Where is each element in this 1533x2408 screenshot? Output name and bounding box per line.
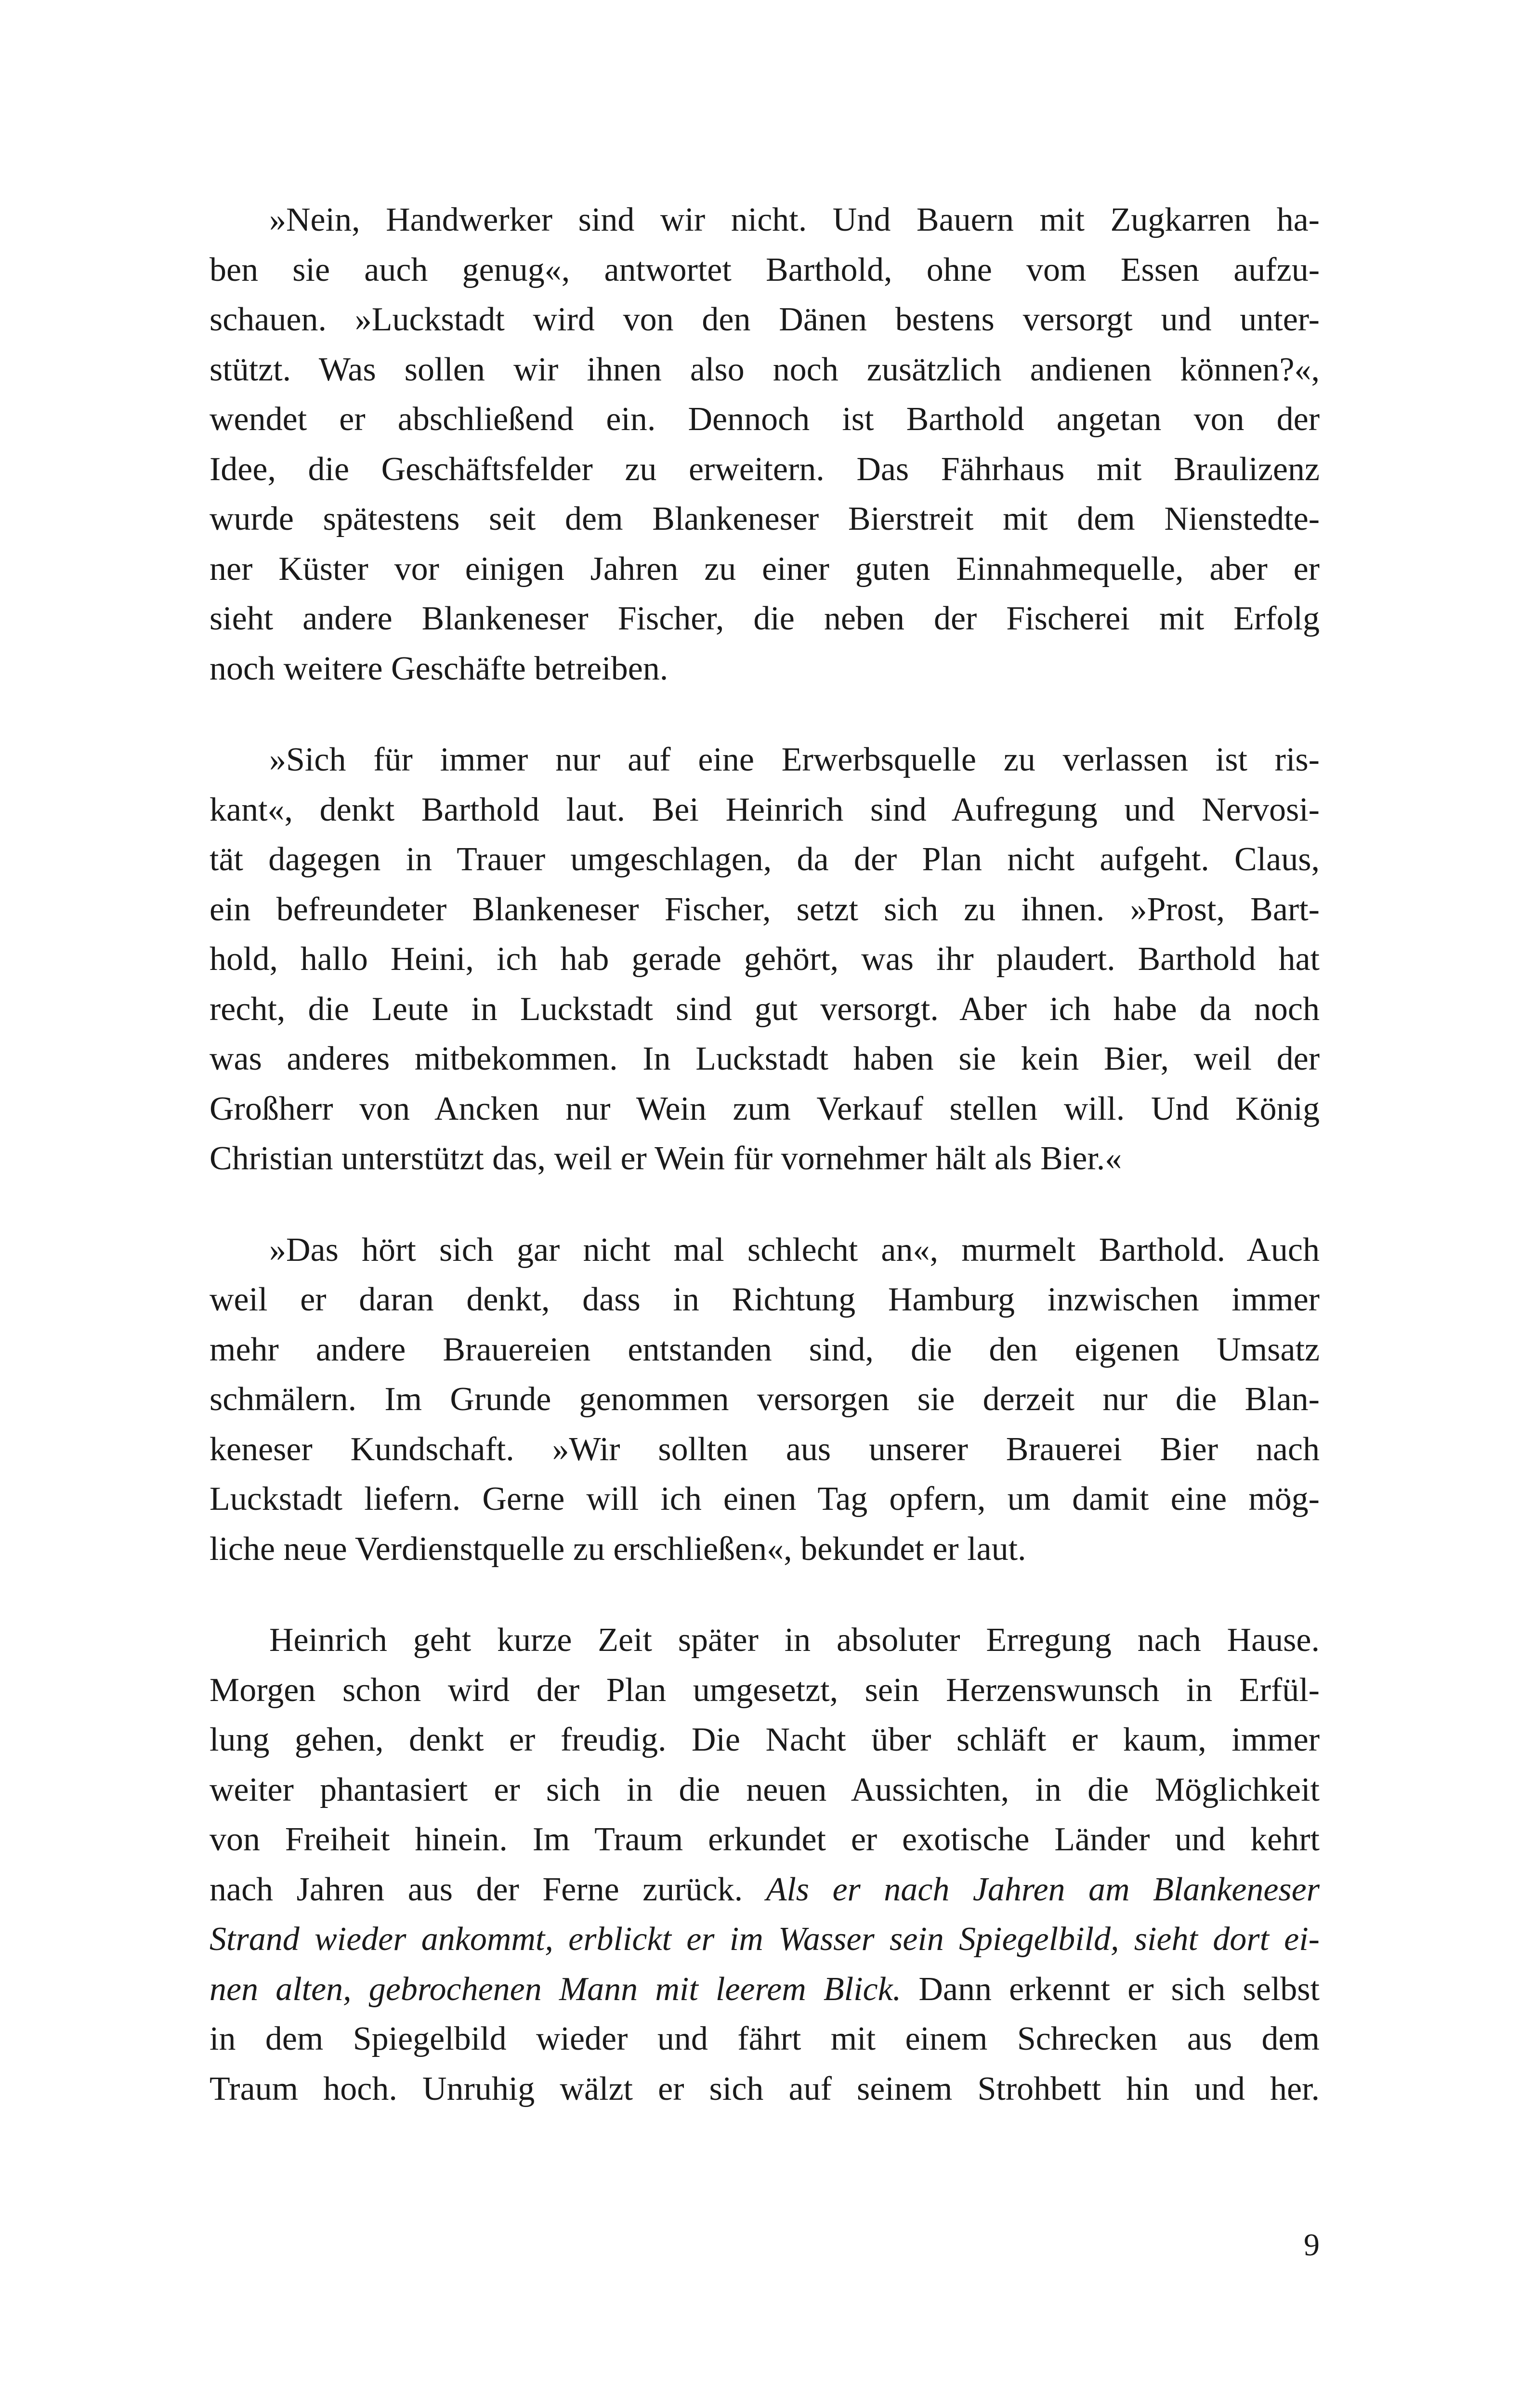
text-line <box>210 1425 1320 1475</box>
text-line <box>210 735 1320 785</box>
text-line <box>210 1964 1320 2015</box>
text-segment: mehr andere Brauereien entstanden sind, die den eigenen Umsatz <box>210 1331 1320 1368</box>
text-line <box>210 544 1320 594</box>
text-line <box>210 1615 1320 1665</box>
text-segment: Traum hoch. Unruhig wälzt er sich auf seinem Strohbett hin und her. <box>210 2070 1320 2107</box>
text-segment: ben sie auch genug«, antwortet Barthold, ohne vom Essen aufzu- <box>210 251 1320 288</box>
text-segment: »Nein, Handwerker sind wir nicht. Und Bauern mit Zugkarren ha- <box>269 201 1320 238</box>
text-line <box>210 2064 1320 2114</box>
page-number: 9 <box>1304 2227 1320 2263</box>
text-line <box>210 835 1320 885</box>
text-segment: wendet er abschließend ein. Dennoch ist Barthold angetan von der <box>210 401 1320 438</box>
text-line <box>210 885 1320 935</box>
text-segment: wurde spätestens seit dem Blankeneser Bierstreit mit dem Nienstedte- <box>210 500 1320 537</box>
paragraph <box>210 735 1320 1184</box>
text-line <box>210 1665 1320 1715</box>
text-line <box>210 394 1320 445</box>
text-line <box>210 644 1320 694</box>
text-line <box>210 1374 1320 1425</box>
text-segment: schauen. »Luckstadt wird von den Dänen bestens versorgt und unter- <box>210 301 1320 338</box>
text-segment: weil er daran denkt, dass in Richtung Hamburg inzwischen immer <box>210 1281 1320 1318</box>
text-segment: noch weitere Geschäfte betreiben. <box>210 650 668 687</box>
paragraph <box>210 1225 1320 1574</box>
text-segment: kant«, denkt Barthold laut. Bei Heinrich sind Aufregung und Nervosi- <box>210 791 1320 828</box>
text-line <box>210 594 1320 644</box>
text-line <box>210 2014 1320 2064</box>
italic-text-segment: Als er nach Jahren am Blankeneser <box>766 1871 1320 1908</box>
text-line <box>210 1275 1320 1325</box>
text-segment: keneser Kundschaft. »Wir sollten aus unserer Brauerei Bier nach <box>210 1430 1320 1468</box>
text-line <box>210 345 1320 395</box>
text-segment: Christian unterstützt das, weil er Wein für vornehmer hält als Bier.« <box>210 1140 1122 1177</box>
text-line <box>210 1815 1320 1865</box>
text-line <box>210 1474 1320 1524</box>
text-segment: liche neue Verdienstquelle zu erschließen«, bekundet er laut. <box>210 1530 1026 1568</box>
text-segment: was anderes mitbekommen. In Luckstadt haben sie kein Bier, weil der <box>210 1040 1320 1077</box>
text-segment: Heinrich geht kurze Zeit später in absoluter Erregung nach Hause. <box>269 1622 1320 1659</box>
italic-text-segment: nen alten, gebrochenen Mann mit leerem Blick. <box>210 1970 902 2008</box>
text-segment: Idee, die Geschäftsfelder zu erweitern. Das Fährhaus mit Braulizenz <box>210 450 1320 488</box>
text-line <box>210 445 1320 495</box>
italic-text-segment: Strand wieder ankommt, erblickt er im Wasser sein Spiegelbild, sieht dort ei- <box>210 1921 1320 1958</box>
text-segment: ner Küster vor einigen Jahren zu einer guten Einnahmequelle, aber er <box>210 550 1320 588</box>
text-segment: in dem Spiegelbild wieder und fährt mit einem Schrecken aus dem <box>210 2020 1320 2057</box>
text-line <box>210 1865 1320 1915</box>
text-line <box>210 295 1320 345</box>
text-segment: tät dagegen in Trauer umgeschlagen, da der Plan nicht aufgeht. Claus, <box>210 841 1320 878</box>
text-segment: recht, die Leute in Luckstadt sind gut versorgt. Aber ich habe da noch <box>210 990 1320 1028</box>
text-line <box>210 195 1320 245</box>
text-line <box>210 1765 1320 1815</box>
text-segment: nach Jahren aus der Ferne zurück. <box>210 1871 766 1908</box>
paragraph <box>210 195 1320 694</box>
paragraph-gap <box>210 694 1320 735</box>
text-segment: hold, hallo Heini, ich hab gerade gehört, was ihr plaudert. Barthold hat <box>210 941 1320 978</box>
text-line <box>210 785 1320 835</box>
text-segment: von Freiheit hinein. Im Traum erkundet er exotische Länder und kehrt <box>210 1821 1320 1858</box>
text-segment: sieht andere Blankeneser Fischer, die neben der Fischerei mit Erfolg <box>210 600 1320 637</box>
text-line <box>210 1325 1320 1375</box>
text-line <box>210 494 1320 544</box>
text-line <box>210 1034 1320 1084</box>
text-segment: »Das hört sich gar nicht mal schlecht an«, murmelt Barthold. Auch <box>269 1231 1320 1269</box>
text-segment: »Sich für immer nur auf eine Erwerbsquelle zu verlassen ist ris- <box>269 741 1320 778</box>
text-segment: Morgen schon wird der Plan umgesetzt, sein Herzenswunsch in Erfül- <box>210 1671 1320 1709</box>
paragraph <box>210 1615 1320 2114</box>
text-segment: Luckstadt liefern. Gerne will ich einen Tag opfern, um damit eine mög- <box>210 1480 1320 1518</box>
text-line <box>210 934 1320 984</box>
text-segment: lung gehen, denkt er freudig. Die Nacht über schläft er kaum, immer <box>210 1721 1320 1758</box>
text-line <box>210 1715 1320 1765</box>
text-line <box>210 984 1320 1034</box>
text-line <box>210 1225 1320 1275</box>
text-segment: schmälern. Im Grunde genommen versorgen sie derzeit nur die Blan- <box>210 1381 1320 1418</box>
paragraph-gap <box>210 1184 1320 1225</box>
body-text <box>210 195 1320 2114</box>
text-line <box>210 1084 1320 1134</box>
text-line <box>210 1914 1320 1964</box>
text-line <box>210 1524 1320 1574</box>
text-line <box>210 245 1320 295</box>
text-segment: Großherr von Ancken nur Wein zum Verkauf stellen will. Und König <box>210 1090 1320 1127</box>
paragraph-gap <box>210 1574 1320 1615</box>
text-segment: stützt. Was sollen wir ihnen also noch zusätzlich andienen können?«, <box>210 351 1320 388</box>
text-segment: ein befreundeter Blankeneser Fischer, setzt sich zu ihnen. »Prost, Bart- <box>210 890 1320 928</box>
text-line <box>210 1134 1320 1184</box>
text-segment: weiter phantasiert er sich in die neuen Aussichten, in die Möglichkeit <box>210 1771 1320 1808</box>
text-segment: Dann erkennt er sich selbst <box>901 1970 1320 2008</box>
